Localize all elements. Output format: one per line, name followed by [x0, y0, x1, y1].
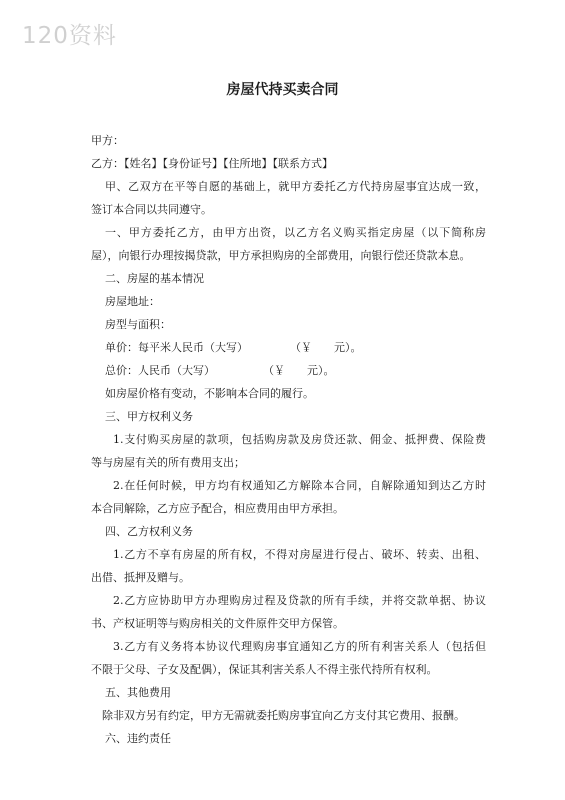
contract-body [91, 129, 486, 750]
section-4-item-line: 2.乙方应协助甲方办理购房过程及贷款的所有手续，并将交款单据、协议 [113, 594, 486, 607]
unit-price-amount: （￥ 元）。 [290, 341, 362, 354]
total-price-line [91, 359, 486, 382]
total-price-label: 总价：人民币（大写） [105, 364, 215, 377]
section-4-item-line: 出借、抵押及赠与。 [91, 571, 190, 584]
section-4-heading: 四、乙方权利义务 [105, 525, 193, 538]
section-4-item-line: 书、产权证明等与购房相关的文件原件交甲方保管。 [91, 617, 344, 630]
section-2-heading: 二、房屋的基本情况 [105, 272, 204, 285]
unit-price-label: 单价：每平米人民币（大写） [105, 341, 248, 354]
house-type-area-line: 房型与面积： [105, 318, 171, 331]
section-1-line: 一、甲方委托乙方，由甲方出资，以乙方名义购买指定房屋（以下简称房 [105, 226, 486, 239]
house-address-line: 房屋地址： [105, 295, 160, 308]
party-a-line: 甲方： [91, 134, 124, 147]
watermark: 120资料 [22, 23, 117, 49]
section-3-item-line: 本合同解除，乙方应予配合，相应费用由甲方承担。 [91, 502, 344, 515]
section-3-item-line: 等与房屋有关的所有费用支出； [91, 456, 245, 469]
intro-paragraph-line: 签订本合同以共同遵守。 [91, 203, 212, 216]
party-b-line: 乙方：【姓名】【身份证号】【住所地】【联系方式】 [91, 157, 333, 170]
section-3-item-line: 2.在任何时候，甲方均有权通知乙方解除本合同，自解除通知到达乙方时 [113, 479, 486, 492]
document-title: 房屋代持买卖合同 [226, 82, 339, 98]
section-4-item-line: 3.乙方有义务将本协议代理购房事宜通知乙方的所有利害关系人（包括但 [113, 640, 486, 653]
total-price-amount: （￥ 元）。 [263, 364, 335, 377]
section-3-item-line: 1.支付购买房屋的款项，包括购房款及房贷还款、佣金、抵押费、保险费 [113, 433, 486, 446]
section-6-heading: 六、违约责任 [105, 732, 171, 745]
price-change-line: 如房屋价格有变动，不影响本合同的履行。 [105, 387, 314, 400]
section-5-heading: 五、其他费用 [105, 686, 171, 699]
section-3-heading: 三、甲方权利义务 [105, 410, 193, 423]
section-1-line: 屋），向银行办理按揭贷款，甲方承担购房的全部费用，向银行偿还贷款本息。 [91, 249, 471, 262]
intro-paragraph-line: 甲、乙双方在平等自愿的基础上，就甲方委托乙方代持房屋事宜达成一致， [105, 180, 486, 193]
section-4-item-line: 1.乙方不享有房屋的所有权，不得对房屋进行侵占、破坏、转卖、出租、 [113, 548, 486, 561]
unit-price-line [91, 336, 486, 359]
section-5-line: 除非双方另有约定，甲方无需就委托购房事宜向乙方支付其它费用、报酬。 [102, 709, 465, 722]
section-4-item-line: 不限于父母、子女及配偶），保证其利害关系人不得主张代持所有权利。 [91, 663, 438, 676]
